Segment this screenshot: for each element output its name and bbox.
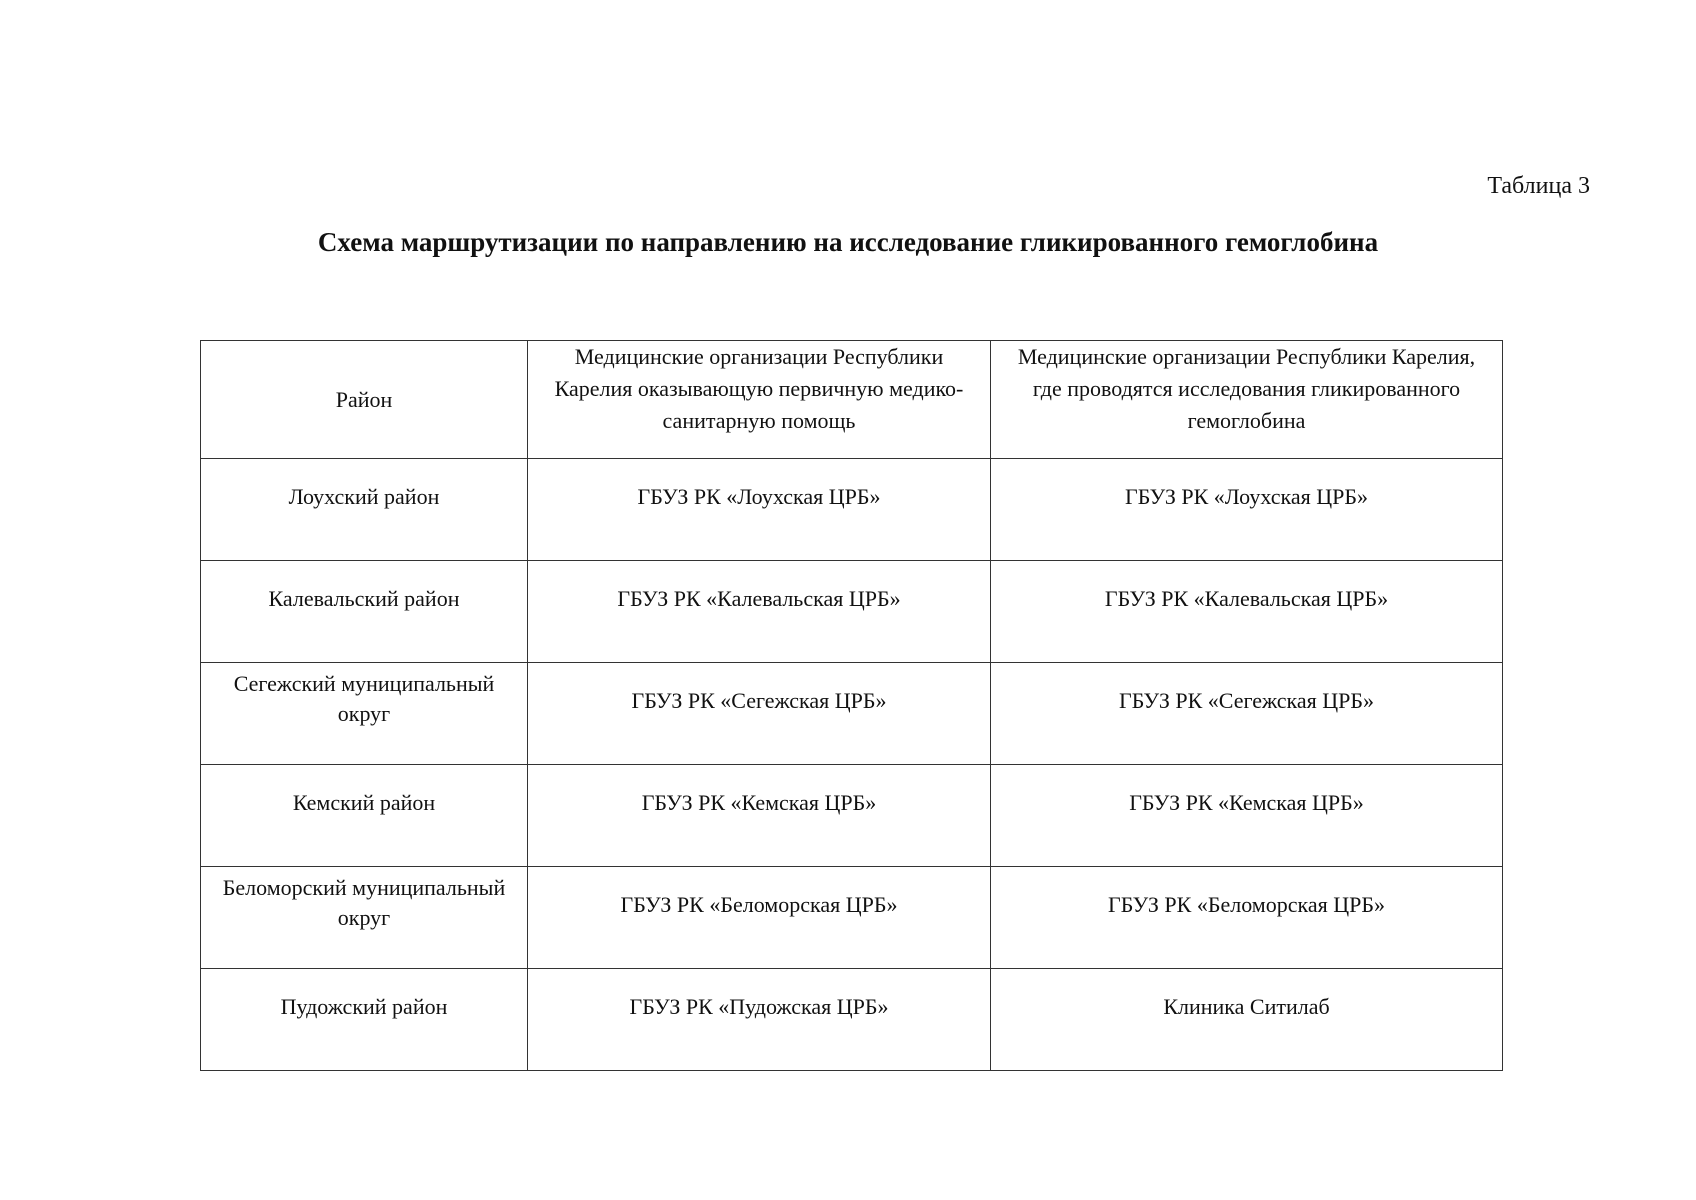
cell-primary-care: ГБУЗ РК «Кемская ЦРБ» (528, 765, 991, 867)
table-row (201, 561, 1503, 663)
column-header-district: Район (201, 341, 528, 459)
cell-district: Лоухский район (201, 459, 528, 561)
table-number-label: Таблица 3 (1487, 173, 1590, 199)
table-header-row (201, 341, 1503, 459)
cell-testing-site: ГБУЗ РК «Кемская ЦРБ» (991, 765, 1503, 867)
cell-testing-site: ГБУЗ РК «Лоухская ЦРБ» (991, 459, 1503, 561)
cell-primary-care: ГБУЗ РК «Лоухская ЦРБ» (528, 459, 991, 561)
cell-testing-site: ГБУЗ РК «Сегежская ЦРБ» (991, 663, 1503, 765)
cell-primary-care: ГБУЗ РК «Сегежская ЦРБ» (528, 663, 991, 765)
column-header-primary-care: Медицинские организации Республики Карелия оказывающую первичную медико-санитарную помощь (528, 341, 991, 459)
cell-district: Беломорский муниципальный округ (201, 867, 528, 969)
table-row (201, 969, 1503, 1071)
cell-primary-care: ГБУЗ РК «Калевальская ЦРБ» (528, 561, 991, 663)
cell-testing-site: Клиника Ситилаб (991, 969, 1503, 1071)
column-header-testing-site: Медицинские организации Республики Карелия, где проводятся исследования гликированного гемоглобина (991, 341, 1503, 459)
cell-testing-site: ГБУЗ РК «Калевальская ЦРБ» (991, 561, 1503, 663)
cell-primary-care: ГБУЗ РК «Беломорская ЦРБ» (528, 867, 991, 969)
cell-district: Пудожский район (201, 969, 528, 1071)
cell-district: Кемский район (201, 765, 528, 867)
cell-district: Сегежский муниципальный округ (201, 663, 528, 765)
cell-primary-care: ГБУЗ РК «Пудожская ЦРБ» (528, 969, 991, 1071)
cell-testing-site: ГБУЗ РК «Беломорская ЦРБ» (991, 867, 1503, 969)
table-row (201, 765, 1503, 867)
table-row (201, 867, 1503, 969)
cell-district: Калевальский район (201, 561, 528, 663)
document-title: Схема маршрутизации по направлению на исследование гликированного гемоглобина (317, 227, 1379, 257)
table-row (201, 459, 1503, 561)
routing-table (200, 340, 1503, 1071)
table-row (201, 663, 1503, 765)
